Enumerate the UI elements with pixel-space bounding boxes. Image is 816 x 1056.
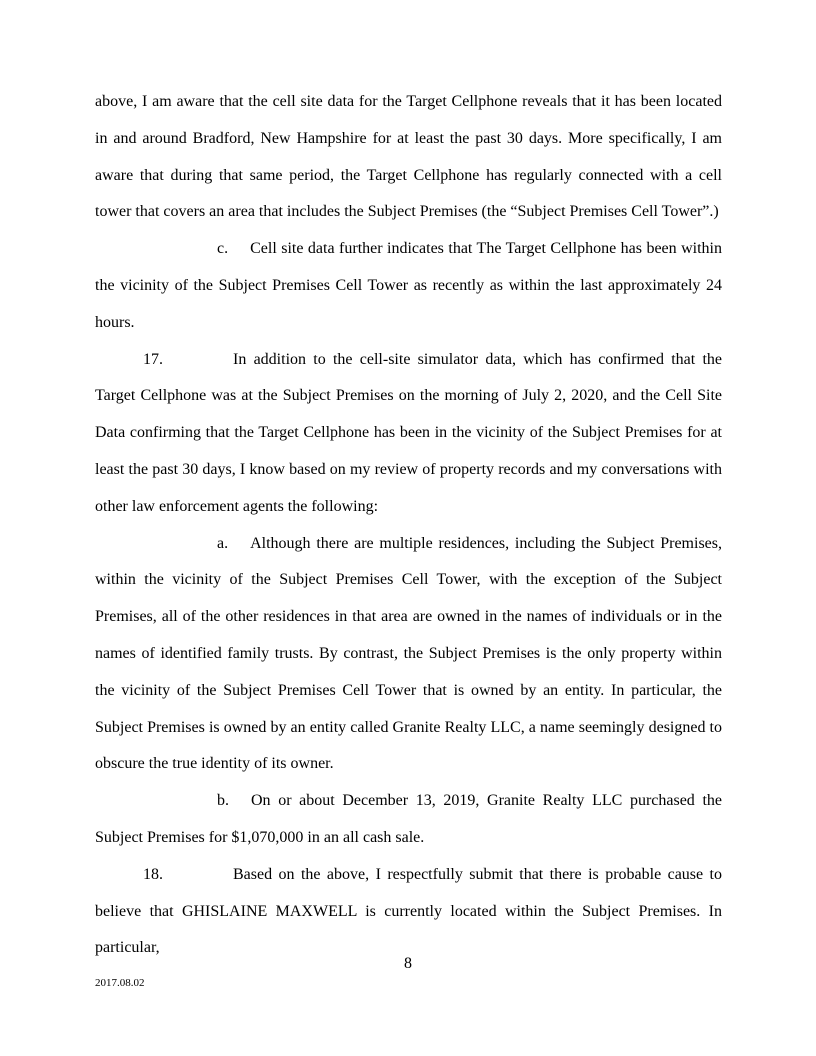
paragraph	[95, 231, 722, 341]
paragraph-text: Although there are multiple residences, including the Subject Premises, within the vicinity of the Subject Premises Cell Tower, with the exception of the Subject Premises, all of the other residences in that area are owned in the names of individuals or in the names of identified family trusts. By contrast, the Subject Premises is the only property within the vicinity of the Subject Premises Cell Tower that is owned by an entity. In particular, the Subject Premises is owned by an entity called Granite Realty LLC, a name seemingly designed to obscure the true identity of its owner.	[95, 534, 722, 773]
tab-spacer	[163, 363, 233, 364]
tab-spacer	[228, 547, 250, 548]
paragraph-text: Based on the above, I respectfully submit that there is probable cause to believe that GHISLAINE MAXWELL is currently located within the Subject Premises. In particular,	[95, 865, 722, 957]
paragraph	[95, 857, 722, 967]
paragraph	[95, 342, 722, 526]
paragraph-label: a.	[217, 534, 229, 552]
date-stamp: 2017.08.02	[95, 977, 145, 989]
tab-spacer	[163, 878, 233, 879]
paragraph	[95, 84, 722, 231]
paragraph	[95, 783, 722, 857]
paragraph-label: 18.	[143, 865, 163, 883]
paragraph-label: c.	[217, 240, 229, 258]
paragraph	[95, 526, 722, 784]
tab-spacer	[228, 252, 250, 253]
paragraph-text: above, I am aware that the cell site data for the Target Cellphone reveals that it has been located in and around Bradford, New Hampshire for at least the past 30 days. More specifically, I am aware that during that same period, the Target Cellphone has regularly connected with a cell tower that covers an area that includes the Subject Premises (the “Subject Premises Cell Tower”.)	[95, 93, 722, 221]
paragraph-text: On or about December 13, 2019, Granite Realty LLC purchased the Subject Premises for $1,070,000 in an all cash sale.	[95, 792, 722, 846]
paragraph-text: In addition to the cell-site simulator data, which has confirmed that the Target Cellphone was at the Subject Premises on the morning of July 2, 2020, and the Cell Site Data confirming that the Target Cellphone has been in the vicinity of the Subject Premises for at least the past 30 days, I know based on my review of property records and my conversations with other law enforcement agents the following:	[95, 350, 722, 515]
paragraph-text: Cell site data further indicates that The Target Cellphone has been within the vicinity of the Subject Premises Cell Tower as recently as within the last approximately 24 hours.	[95, 240, 722, 331]
paragraph-label: 17.	[143, 350, 163, 368]
page-number: 8	[404, 955, 412, 972]
document-body	[95, 84, 722, 967]
tab-spacer	[229, 804, 251, 805]
paragraph-label: b.	[217, 792, 229, 810]
